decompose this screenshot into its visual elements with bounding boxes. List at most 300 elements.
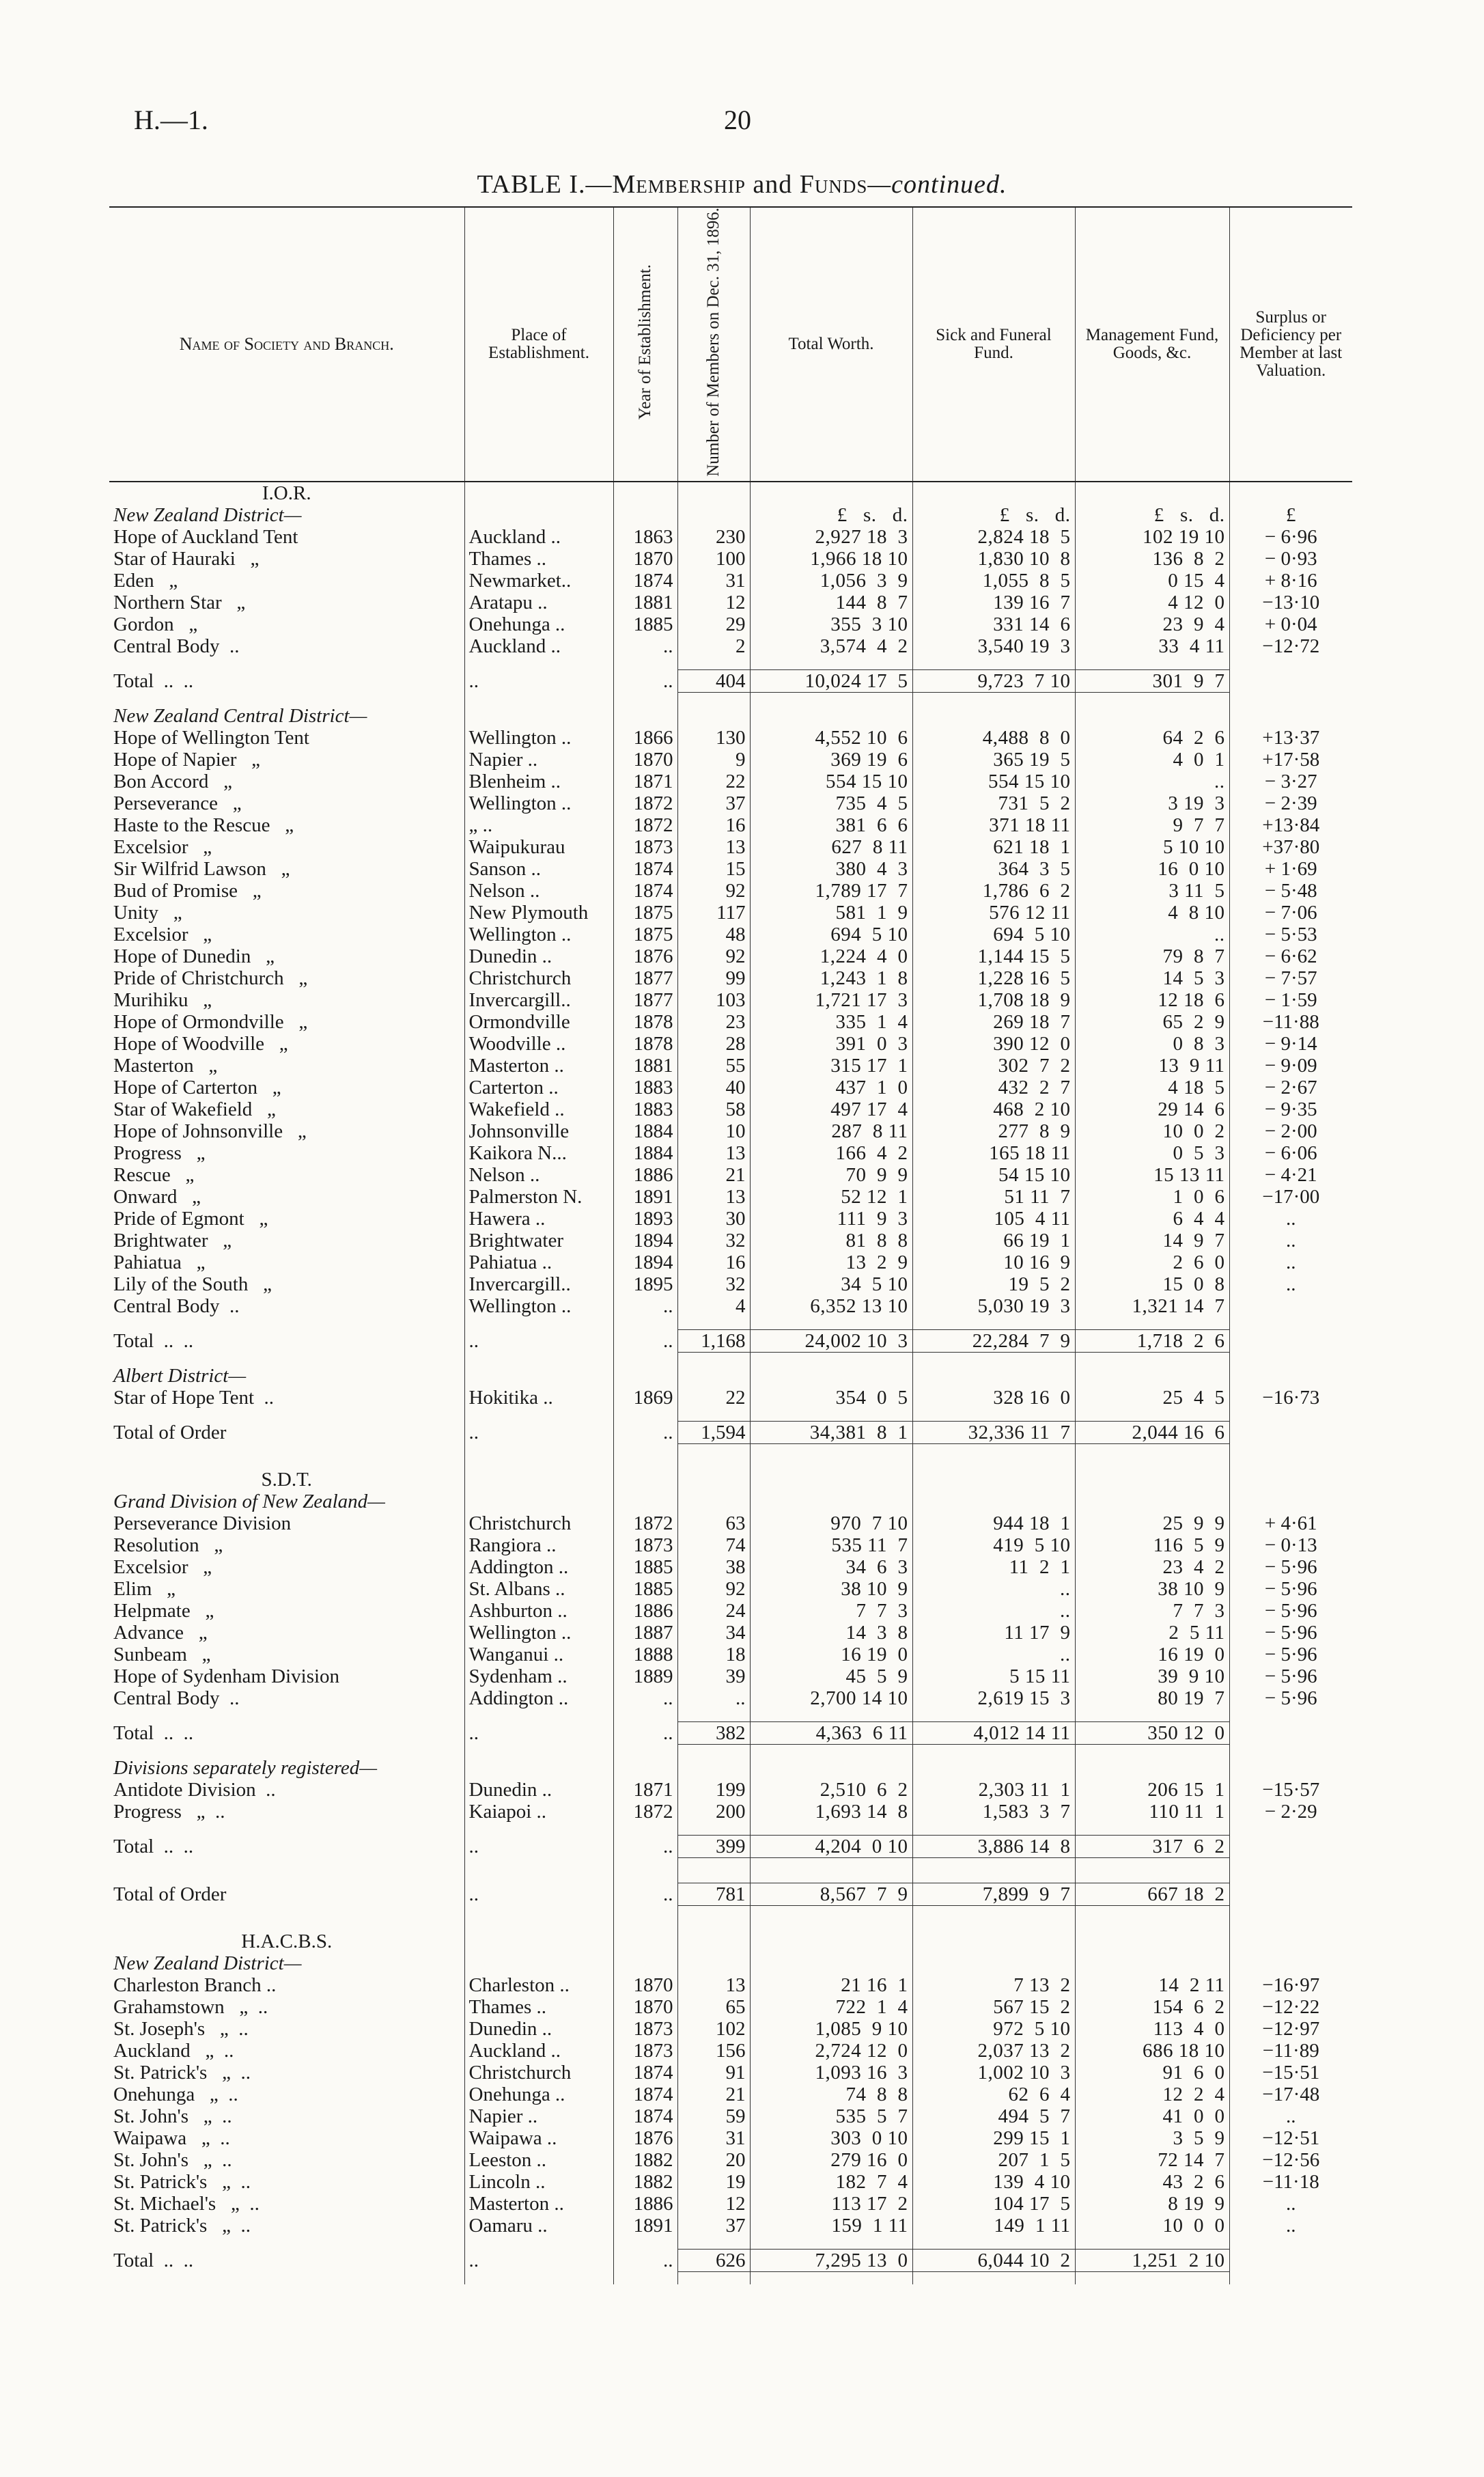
branch-worth: 52 12 1 bbox=[750, 1186, 912, 1208]
total-surplus bbox=[1229, 1883, 1352, 1905]
empty-cell bbox=[1075, 1491, 1229, 1512]
branch-row bbox=[109, 548, 1352, 570]
total-place: .. bbox=[464, 1421, 613, 1443]
branch-row bbox=[109, 836, 1352, 858]
empty-cell bbox=[912, 1931, 1075, 1952]
empty-cell bbox=[677, 1905, 750, 1918]
branch-mgmt: 3 5 9 bbox=[1075, 2127, 1229, 2149]
branch-mgmt: 15 0 8 bbox=[1075, 1273, 1229, 1295]
branch-place: Auckland .. bbox=[464, 2040, 613, 2062]
branch-sick: 494 5 7 bbox=[912, 2105, 1075, 2127]
branch-name: Antidote Division .. bbox=[113, 1778, 276, 1801]
empty-cell bbox=[912, 1456, 1075, 1469]
branch-surplus: .. bbox=[1229, 1251, 1352, 1273]
branch-place: Wellington .. bbox=[464, 924, 613, 945]
branch-place: Sydenham .. bbox=[464, 1665, 613, 1687]
total-mgmt: 301 9 7 bbox=[1075, 669, 1229, 692]
branch-worth: 497 17 4 bbox=[750, 1098, 912, 1120]
empty-cell bbox=[677, 1857, 750, 1870]
branch-mgmt: 23 4 2 bbox=[1075, 1556, 1229, 1578]
total-year: .. bbox=[613, 1721, 677, 1744]
branch-place: Thames .. bbox=[464, 1996, 613, 2018]
empty-cell bbox=[750, 1317, 912, 1330]
branch-row bbox=[109, 1512, 1352, 1534]
branch-year: 1875 bbox=[613, 902, 677, 924]
branch-row bbox=[109, 2193, 1352, 2215]
branch-place: Christchurch bbox=[464, 967, 613, 989]
units-surplus: £ bbox=[1229, 504, 1352, 526]
branch-place: Oamaru .. bbox=[464, 2215, 613, 2237]
empty-cell bbox=[613, 1709, 677, 1722]
empty-cell bbox=[1075, 1857, 1229, 1870]
branch-row bbox=[109, 1779, 1352, 1801]
branch-name: Central Body .. bbox=[113, 635, 240, 657]
empty-cell bbox=[109, 1823, 464, 1836]
total-surplus bbox=[1229, 1835, 1352, 1857]
empty-cell bbox=[613, 1456, 677, 1469]
branch-members: 21 bbox=[677, 2084, 750, 2105]
branch-row bbox=[109, 1251, 1352, 1273]
total-worth: 24,002 10 3 bbox=[750, 1329, 912, 1352]
branch-name: Hope of Ormondville „ bbox=[113, 1010, 308, 1033]
units-sick: £ s. d. bbox=[912, 504, 1075, 526]
empty-cell bbox=[677, 1352, 750, 1365]
branch-name: Resolution „ bbox=[113, 1534, 223, 1556]
branch-year: 1882 bbox=[613, 2171, 677, 2193]
branch-year: 1887 bbox=[613, 1622, 677, 1644]
spacer-row bbox=[109, 2237, 1352, 2250]
empty-cell bbox=[613, 692, 677, 705]
branch-surplus: −12·72 bbox=[1229, 635, 1352, 657]
empty-cell bbox=[750, 705, 912, 727]
empty-cell bbox=[613, 1918, 677, 1931]
branch-members: 100 bbox=[677, 548, 750, 570]
branch-year: 1870 bbox=[613, 1974, 677, 1996]
branch-members: 31 bbox=[677, 570, 750, 592]
branch-worth: 113 17 2 bbox=[750, 2193, 912, 2215]
empty-cell bbox=[1229, 1857, 1352, 1870]
branch-name: Bon Accord „ bbox=[113, 770, 232, 792]
branch-mgmt: 65 2 9 bbox=[1075, 1011, 1229, 1033]
branch-sick: 365 19 5 bbox=[912, 749, 1075, 771]
branch-worth: 391 0 3 bbox=[750, 1033, 912, 1055]
branch-sick: 1,583 3 7 bbox=[912, 1801, 1075, 1823]
empty-cell bbox=[613, 1443, 677, 1456]
branch-surplus: −16·73 bbox=[1229, 1387, 1352, 1409]
branch-row bbox=[109, 1077, 1352, 1098]
branch-members: 19 bbox=[677, 2171, 750, 2193]
total-row bbox=[109, 2249, 1352, 2271]
branch-year: 1872 bbox=[613, 1801, 677, 1823]
total-place: .. bbox=[464, 1329, 613, 1352]
branch-year: 1875 bbox=[613, 924, 677, 945]
branch-mgmt: 2 5 11 bbox=[1075, 1622, 1229, 1644]
branch-worth: 627 8 11 bbox=[750, 836, 912, 858]
branch-place: Pahiatua .. bbox=[464, 1251, 613, 1273]
branch-sick: 10 16 9 bbox=[912, 1251, 1075, 1273]
empty-cell bbox=[1075, 1931, 1229, 1952]
empty-cell bbox=[613, 2271, 677, 2284]
branch-place: Blenheim .. bbox=[464, 771, 613, 792]
branch-worth: 2,700 14 10 bbox=[750, 1687, 912, 1709]
empty-cell bbox=[750, 692, 912, 705]
empty-cell bbox=[750, 1709, 912, 1722]
branch-members: 30 bbox=[677, 1208, 750, 1230]
branch-name: Hope of Napier „ bbox=[113, 748, 260, 771]
branch-members: 91 bbox=[677, 2062, 750, 2084]
branch-sick: 567 15 2 bbox=[912, 1996, 1075, 2018]
branch-year: 1886 bbox=[613, 1600, 677, 1622]
branch-year: 1884 bbox=[613, 1120, 677, 1142]
branch-sick: 269 18 7 bbox=[912, 1011, 1075, 1033]
branch-row bbox=[109, 1534, 1352, 1556]
branch-members: 12 bbox=[677, 592, 750, 613]
empty-cell bbox=[464, 1409, 613, 1422]
branch-sick: 302 7 2 bbox=[912, 1055, 1075, 1077]
branch-place: Invercargill.. bbox=[464, 989, 613, 1011]
branch-worth: 4,552 10 6 bbox=[750, 727, 912, 749]
branch-mgmt: 3 11 5 bbox=[1075, 880, 1229, 902]
branch-place: Dunedin .. bbox=[464, 945, 613, 967]
branch-sick: 694 5 10 bbox=[912, 924, 1075, 945]
branch-row bbox=[109, 2105, 1352, 2127]
empty-cell bbox=[912, 1709, 1075, 1722]
branch-members: 13 bbox=[677, 836, 750, 858]
branch-sick: 3,540 19 3 bbox=[912, 635, 1075, 657]
empty-cell bbox=[464, 2237, 613, 2250]
branch-worth: 1,789 17 7 bbox=[750, 880, 912, 902]
empty-cell bbox=[912, 1317, 1075, 1330]
branch-members: 2 bbox=[677, 635, 750, 657]
branch-name: St. John's „ .. bbox=[113, 2105, 232, 2127]
empty-cell bbox=[1229, 482, 1352, 504]
total-place: .. bbox=[464, 1883, 613, 1905]
branch-year: 1872 bbox=[613, 814, 677, 836]
empty-cell bbox=[1229, 1709, 1352, 1722]
empty-cell bbox=[613, 1870, 677, 1883]
branch-worth: 7 7 3 bbox=[750, 1600, 912, 1622]
branch-sick: 2,824 18 5 bbox=[912, 526, 1075, 548]
empty-cell bbox=[677, 1952, 750, 1974]
branch-surplus: − 0·13 bbox=[1229, 1534, 1352, 1556]
branch-sick: 105 4 11 bbox=[912, 1208, 1075, 1230]
empty-cell bbox=[1229, 1365, 1352, 1387]
branch-place: Wellington .. bbox=[464, 792, 613, 814]
spacer-row bbox=[109, 1709, 1352, 1722]
branch-mgmt: 136 8 2 bbox=[1075, 548, 1229, 570]
branch-sick: 2,619 15 3 bbox=[912, 1687, 1075, 1709]
branch-surplus: +13·84 bbox=[1229, 814, 1352, 836]
branch-name: Progress „ bbox=[113, 1141, 206, 1164]
order-name: H.A.C.B.S. bbox=[241, 1930, 333, 1952]
empty-cell bbox=[109, 2237, 464, 2250]
branch-row bbox=[109, 2040, 1352, 2062]
branch-worth: 1,093 16 3 bbox=[750, 2062, 912, 2084]
spacer-row bbox=[109, 1409, 1352, 1422]
total-place: .. bbox=[464, 2249, 613, 2271]
branch-year: 1885 bbox=[613, 613, 677, 635]
branch-place: Onehunga .. bbox=[464, 613, 613, 635]
branch-name: Helpmate „ bbox=[113, 1599, 214, 1622]
branch-surplus: −11·18 bbox=[1229, 2171, 1352, 2193]
empty-cell bbox=[1229, 657, 1352, 670]
header-sick: Sick and Funeral Fund. bbox=[912, 207, 1075, 482]
empty-cell bbox=[912, 705, 1075, 727]
empty-cell bbox=[677, 1365, 750, 1387]
total-place: .. bbox=[464, 669, 613, 692]
branch-year: 1870 bbox=[613, 1996, 677, 2018]
branch-surplus: +17·58 bbox=[1229, 749, 1352, 771]
branch-name: St. Joseph's „ .. bbox=[113, 2017, 249, 2040]
branch-surplus: +37·80 bbox=[1229, 836, 1352, 858]
branch-surplus: − 0·93 bbox=[1229, 548, 1352, 570]
branch-worth: 21 16 1 bbox=[750, 1974, 912, 1996]
header-year-text: Year of Establishment. bbox=[636, 264, 654, 420]
empty-cell bbox=[677, 1456, 750, 1469]
branch-year: 1881 bbox=[613, 1055, 677, 1077]
empty-cell bbox=[750, 1905, 912, 1918]
spacer-row bbox=[109, 1443, 1352, 1456]
branch-surplus: −16·97 bbox=[1229, 1974, 1352, 1996]
branch-mgmt: 10 0 2 bbox=[1075, 1120, 1229, 1142]
branch-row bbox=[109, 1098, 1352, 1120]
branch-year: 1885 bbox=[613, 1578, 677, 1600]
branch-mgmt: 38 10 9 bbox=[1075, 1578, 1229, 1600]
branch-sick: 371 18 11 bbox=[912, 814, 1075, 836]
branch-surplus: −11·89 bbox=[1229, 2040, 1352, 2062]
branch-surplus: − 5·96 bbox=[1229, 1665, 1352, 1687]
total-label: Total of Order bbox=[113, 1883, 227, 1905]
branch-sick: 944 18 1 bbox=[912, 1512, 1075, 1534]
total-surplus bbox=[1229, 2249, 1352, 2271]
total-mgmt: 2,044 16 6 bbox=[1075, 1421, 1229, 1443]
branch-mgmt: 8 19 9 bbox=[1075, 2193, 1229, 2215]
total-mgmt: 1,718 2 6 bbox=[1075, 1329, 1229, 1352]
empty-cell bbox=[464, 482, 613, 504]
branch-surplus: −12·51 bbox=[1229, 2127, 1352, 2149]
branch-worth: 1,693 14 8 bbox=[750, 1801, 912, 1823]
branch-sick: 19 5 2 bbox=[912, 1273, 1075, 1295]
total-worth: 8,567 7 9 bbox=[750, 1883, 912, 1905]
empty-cell bbox=[750, 1409, 912, 1422]
branch-row bbox=[109, 1186, 1352, 1208]
branch-row bbox=[109, 1600, 1352, 1622]
total-place: .. bbox=[464, 1721, 613, 1744]
branch-name: Waipawa „ .. bbox=[113, 2127, 230, 2149]
branch-name: Onward „ bbox=[113, 1185, 201, 1208]
empty-cell bbox=[750, 1931, 912, 1952]
branch-mgmt: 14 2 11 bbox=[1075, 1974, 1229, 1996]
branch-year: 1874 bbox=[613, 2062, 677, 2084]
branch-year: 1870 bbox=[613, 548, 677, 570]
branch-members: 99 bbox=[677, 967, 750, 989]
branch-surplus: .. bbox=[1229, 2193, 1352, 2215]
spacer-row bbox=[109, 692, 1352, 705]
empty-cell bbox=[1229, 1823, 1352, 1836]
branch-place: Ormondville bbox=[464, 1011, 613, 1033]
branch-mgmt: 4 18 5 bbox=[1075, 1077, 1229, 1098]
branch-row bbox=[109, 1230, 1352, 1251]
branch-name: Hope of Sydenham Division bbox=[113, 1665, 340, 1687]
branch-worth: 70 9 9 bbox=[750, 1164, 912, 1186]
district-name: Grand Division of New Zealand— bbox=[113, 1490, 385, 1512]
branch-sick: 731 5 2 bbox=[912, 792, 1075, 814]
branch-sick: 66 19 1 bbox=[912, 1230, 1075, 1251]
empty-cell bbox=[1229, 1317, 1352, 1330]
empty-cell bbox=[613, 1823, 677, 1836]
branch-mgmt: 2 6 0 bbox=[1075, 1251, 1229, 1273]
empty-cell bbox=[1075, 1918, 1229, 1931]
branch-row bbox=[109, 1033, 1352, 1055]
empty-cell bbox=[1075, 1365, 1229, 1387]
total-surplus bbox=[1229, 1721, 1352, 1744]
empty-cell bbox=[1229, 1870, 1352, 1883]
branch-year: 1873 bbox=[613, 2018, 677, 2040]
branch-mgmt: 113 4 0 bbox=[1075, 2018, 1229, 2040]
branch-place: Napier .. bbox=[464, 2105, 613, 2127]
branch-members: 9 bbox=[677, 749, 750, 771]
branch-worth: 38 10 9 bbox=[750, 1578, 912, 1600]
empty-cell bbox=[464, 1443, 613, 1456]
empty-cell bbox=[464, 1931, 613, 1952]
branch-worth: 1,243 1 8 bbox=[750, 967, 912, 989]
branch-name: Eden „ bbox=[113, 569, 178, 592]
branch-members: 102 bbox=[677, 2018, 750, 2040]
empty-cell bbox=[1229, 2237, 1352, 2250]
empty-cell bbox=[912, 2271, 1075, 2284]
branch-name: Pahiatua „ bbox=[113, 1251, 206, 1273]
empty-cell bbox=[109, 1744, 464, 1757]
empty-cell bbox=[1075, 1744, 1229, 1757]
branch-year: 1889 bbox=[613, 1665, 677, 1687]
title-membership: Membership bbox=[612, 170, 746, 199]
branch-members: 21 bbox=[677, 1164, 750, 1186]
branch-year: 1874 bbox=[613, 858, 677, 880]
branch-name: Advance „ bbox=[113, 1621, 208, 1644]
branch-sick: 2,303 11 1 bbox=[912, 1779, 1075, 1801]
branch-name: Progress „ .. bbox=[113, 1800, 225, 1823]
branch-sick: 1,055 8 5 bbox=[912, 570, 1075, 592]
branch-name: Bud of Promise „ bbox=[113, 879, 262, 902]
branch-row bbox=[109, 1622, 1352, 1644]
branch-worth: 6,352 13 10 bbox=[750, 1295, 912, 1317]
branch-surplus: − 9·35 bbox=[1229, 1098, 1352, 1120]
empty-cell bbox=[912, 1918, 1075, 1931]
empty-cell bbox=[750, 657, 912, 670]
total-members: 382 bbox=[677, 1721, 750, 1744]
branch-mgmt: 23 9 4 bbox=[1075, 613, 1229, 635]
branch-surplus: −17·48 bbox=[1229, 2084, 1352, 2105]
branch-worth: 437 1 0 bbox=[750, 1077, 912, 1098]
branch-members: 23 bbox=[677, 1011, 750, 1033]
branch-worth: 355 3 10 bbox=[750, 613, 912, 635]
empty-cell bbox=[464, 504, 613, 526]
branch-name: Gordon „ bbox=[113, 613, 198, 635]
branch-members: 34 bbox=[677, 1622, 750, 1644]
branch-row bbox=[109, 1644, 1352, 1665]
branch-row bbox=[109, 2149, 1352, 2171]
branch-members: 40 bbox=[677, 1077, 750, 1098]
branch-row bbox=[109, 2171, 1352, 2193]
branch-place: Wellington .. bbox=[464, 1295, 613, 1317]
branch-surplus: − 1·59 bbox=[1229, 989, 1352, 1011]
empty-cell bbox=[677, 1744, 750, 1757]
total-worth: 10,024 17 5 bbox=[750, 669, 912, 692]
empty-cell bbox=[464, 692, 613, 705]
empty-cell bbox=[677, 1918, 750, 1931]
branch-name: Northern Star „ bbox=[113, 591, 246, 613]
branch-members: 58 bbox=[677, 1098, 750, 1120]
branch-members: 4 bbox=[677, 1295, 750, 1317]
branch-mgmt: 79 8 7 bbox=[1075, 945, 1229, 967]
branch-surplus: − 2·29 bbox=[1229, 1801, 1352, 1823]
empty-cell bbox=[109, 2271, 464, 2284]
empty-cell bbox=[1229, 1491, 1352, 1512]
total-label: Total .. .. bbox=[113, 1835, 194, 1857]
order-name: I.O.R. bbox=[262, 482, 311, 504]
spacer-row bbox=[109, 1744, 1352, 1757]
empty-cell bbox=[1229, 1757, 1352, 1779]
spacer-row bbox=[109, 1918, 1352, 1931]
total-surplus bbox=[1229, 669, 1352, 692]
total-surplus bbox=[1229, 1329, 1352, 1352]
branch-place: Wellington .. bbox=[464, 1622, 613, 1644]
branch-members: 13 bbox=[677, 1186, 750, 1208]
branch-sick: 331 14 6 bbox=[912, 613, 1075, 635]
empty-cell bbox=[912, 1443, 1075, 1456]
branch-surplus: + 8·16 bbox=[1229, 570, 1352, 592]
empty-cell bbox=[750, 1823, 912, 1836]
branch-name: Central Body .. bbox=[113, 1687, 240, 1709]
branch-year: 1891 bbox=[613, 1186, 677, 1208]
empty-cell bbox=[109, 1918, 464, 1931]
empty-cell bbox=[677, 1757, 750, 1779]
header-members-text: Number of Members on Dec. 31, 1896. bbox=[704, 208, 723, 477]
branch-sick: 165 18 11 bbox=[912, 1142, 1075, 1164]
district-heading-row bbox=[109, 1952, 1352, 1974]
header-members bbox=[677, 207, 750, 482]
branch-sick: 390 12 0 bbox=[912, 1033, 1075, 1055]
branch-row bbox=[109, 1578, 1352, 1600]
branch-members: 10 bbox=[677, 1120, 750, 1142]
empty-cell bbox=[464, 1857, 613, 1870]
branch-name: Masterton „ bbox=[113, 1054, 218, 1077]
empty-cell bbox=[109, 1443, 464, 1456]
branch-name: Hope of Wellington Tent bbox=[113, 726, 309, 749]
empty-cell bbox=[1075, 657, 1229, 670]
empty-cell bbox=[1229, 692, 1352, 705]
branch-row bbox=[109, 570, 1352, 592]
branch-row bbox=[109, 1055, 1352, 1077]
branch-name: Star of Hauraki „ bbox=[113, 547, 260, 570]
branch-place: Kaikora N... bbox=[464, 1142, 613, 1164]
branch-mgmt: 154 6 2 bbox=[1075, 1996, 1229, 2018]
branch-mgmt: 7 7 3 bbox=[1075, 1600, 1229, 1622]
branch-name: Hope of Dunedin „ bbox=[113, 945, 275, 967]
branch-place: Auckland .. bbox=[464, 635, 613, 657]
empty-cell bbox=[750, 1491, 912, 1512]
branch-mgmt: 0 15 4 bbox=[1075, 570, 1229, 592]
branch-row bbox=[109, 967, 1352, 989]
branch-mgmt: 80 19 7 bbox=[1075, 1687, 1229, 1709]
empty-cell bbox=[750, 1456, 912, 1469]
empty-cell bbox=[1075, 1952, 1229, 1974]
empty-cell bbox=[750, 1365, 912, 1387]
branch-sick: 328 16 0 bbox=[912, 1387, 1075, 1409]
branch-members: 16 bbox=[677, 814, 750, 836]
branch-year: 1881 bbox=[613, 592, 677, 613]
empty-cell bbox=[677, 657, 750, 670]
